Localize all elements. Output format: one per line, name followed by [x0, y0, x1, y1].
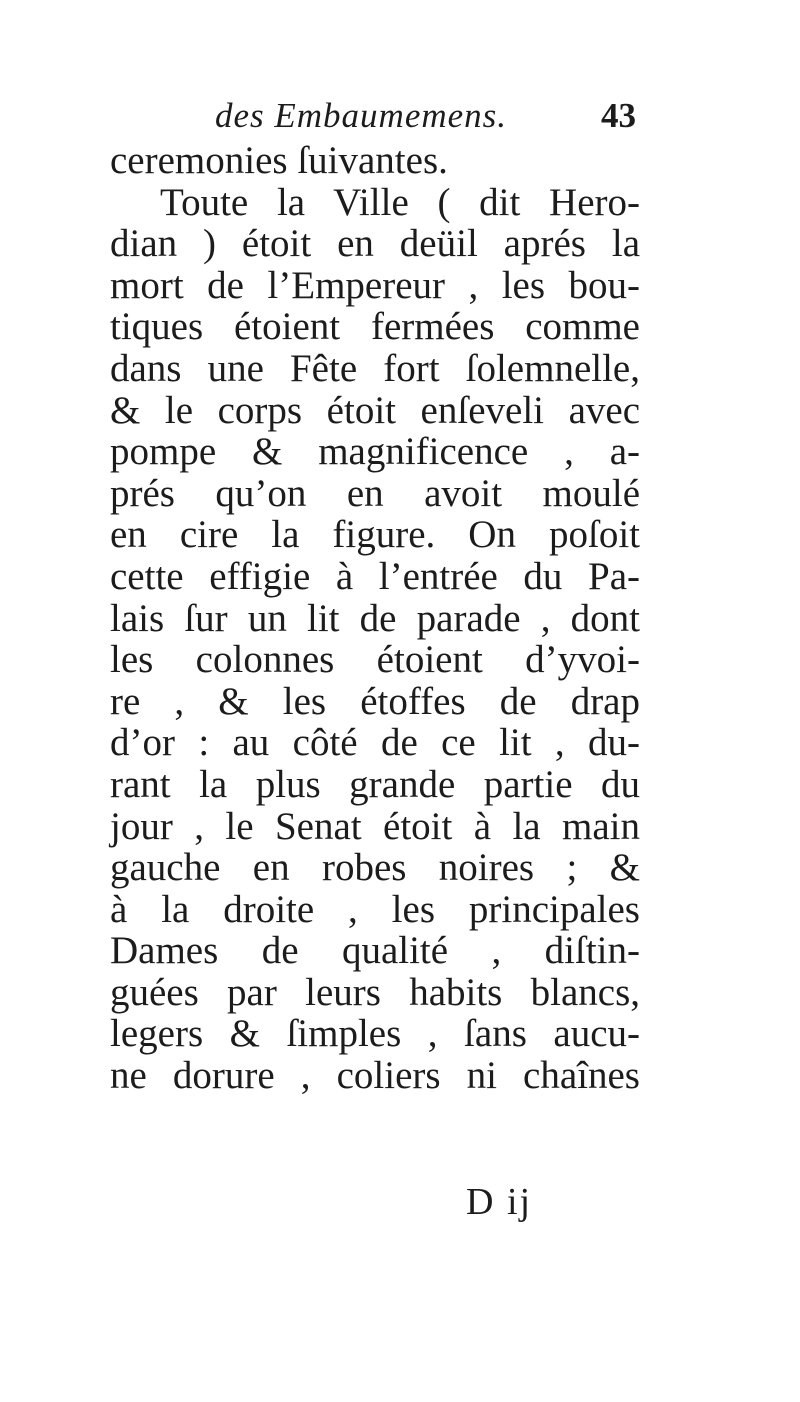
signature-mark: D ij	[466, 1181, 533, 1223]
text-line: les colonnes étoient d’yvoi-	[110, 638, 640, 682]
text-line: dian ) étoit en deüil aprés la	[110, 222, 640, 266]
text-line: ceremonies ſuivantes.	[110, 139, 448, 182]
text-line: d’or : au côté de ce lit , du-	[110, 721, 640, 765]
text-line: à la droite , les principales	[110, 887, 640, 931]
text-line: tiques étoient fermées comme	[110, 305, 640, 349]
text-line: gauche en robes noires ; &	[110, 846, 640, 890]
text-line: re , & les étoffes de drap	[110, 679, 640, 723]
text-line: legers & ſimples , ſans aucu-	[110, 1012, 640, 1056]
body-text	[110, 140, 640, 1097]
text-line: & le corps étoit enſeveli avec	[110, 388, 640, 432]
text-line: rant la plus grande partie du	[110, 762, 640, 806]
running-title: des Embaumemens.	[215, 96, 508, 135]
text-line: jour , le Senat étoit à la main	[110, 804, 640, 848]
text-line: Toute la Ville ( dit Hero-	[160, 180, 640, 224]
text-line: ne dorure , coliers ni chaînes	[110, 1054, 640, 1098]
page-number: 43	[601, 96, 636, 135]
text-line: guées par leurs habits blancs,	[110, 970, 640, 1014]
text-line: en cire la figure. On poſoit	[110, 513, 640, 557]
text-line: dans une Fête fort ſolemnelle,	[110, 346, 640, 390]
text-line: lais ſur un lit de parade , dont	[110, 596, 640, 640]
text-line: mort de l’Empereur , les bou-	[110, 263, 640, 307]
text-line: pompe & magnificence , a-	[110, 430, 640, 474]
text-line: cette effigie à l’entrée du Pa-	[110, 554, 640, 598]
text-line: prés qu’on en avoit moulé	[110, 471, 640, 515]
text-line: Dames de qualité , diſtin-	[110, 929, 640, 973]
